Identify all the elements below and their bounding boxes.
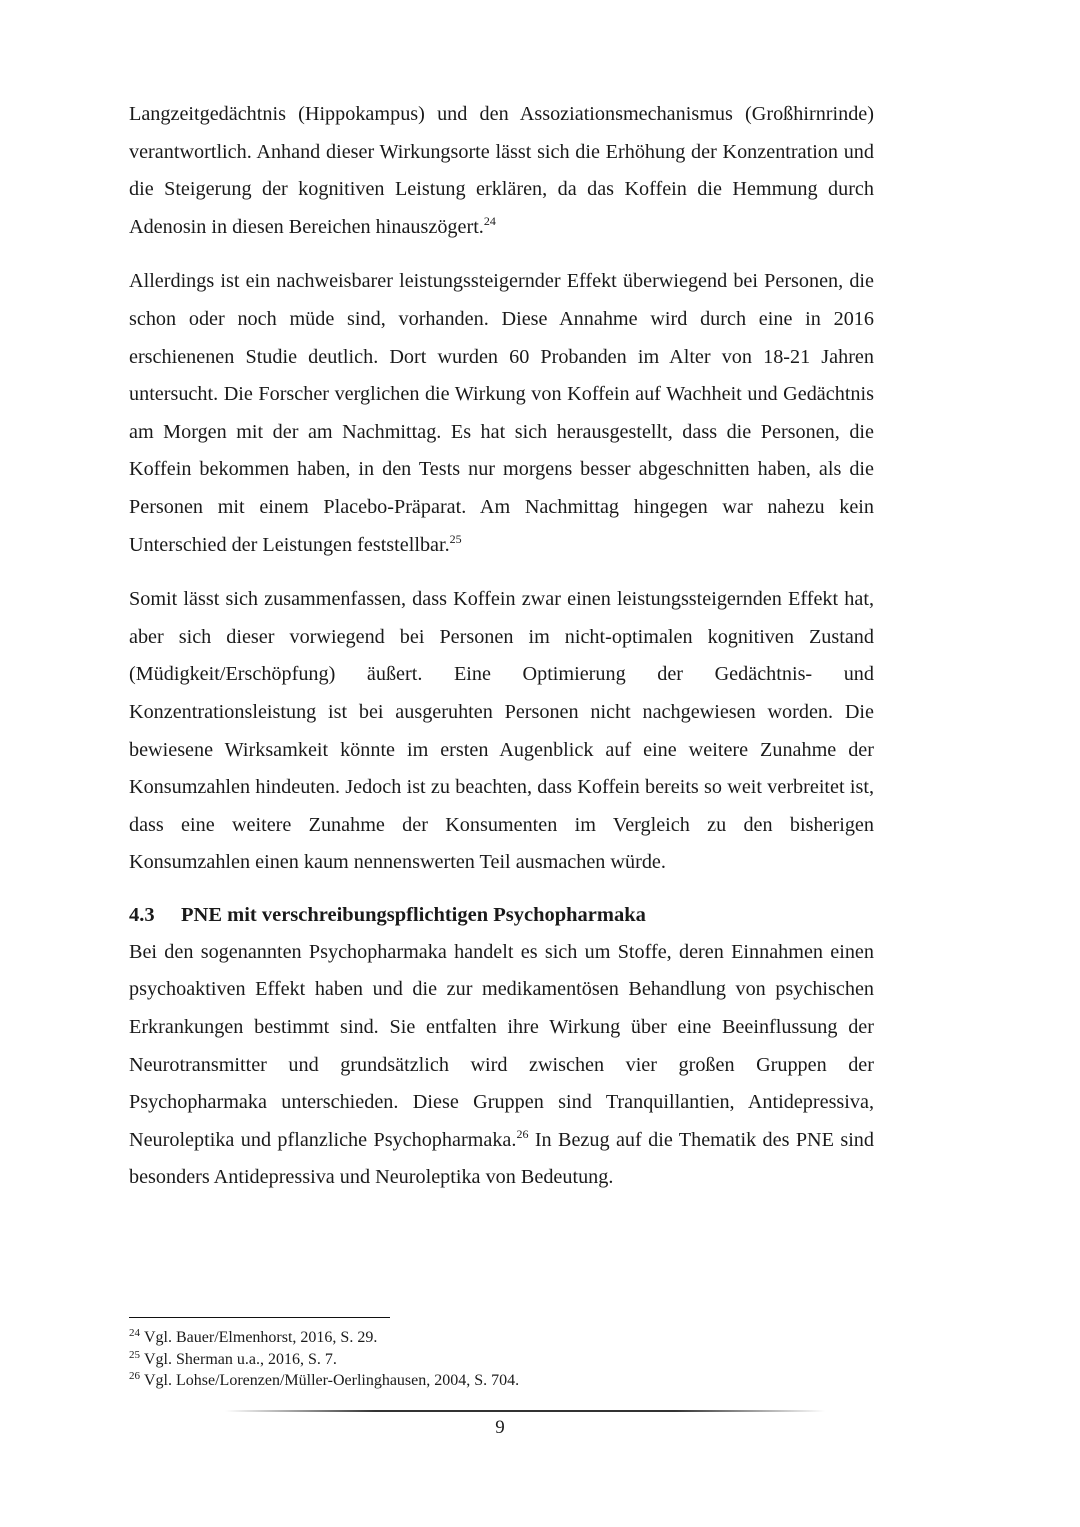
section-title: PNE mit verschreibungspflichtigen Psychopharmaka bbox=[181, 903, 646, 926]
page-body bbox=[129, 96, 874, 1197]
footnote-ref-26[interactable]: 26 bbox=[516, 1126, 529, 1141]
footnote-26: $^{26}$ Vgl. Lohse/Lorenzen/Müller-Oerlinghausen, 2004, S. 704. bbox=[129, 1370, 520, 1389]
paragraph-summary: Somit lässt sich zusammenfassen, dass Koffein zwar einen leistungssteigernden Effekt hat, aber sich dieser vorwiegend bei Personen im nicht-optimalen kognitiven Zustand (Müdigkeit/Erschöpfung) äußert. Eine Optimierung der Gedächtnis- und Konzentrationsleistung ist bei ausgeruhten Personen nicht nachgewiesen worden. Die bewiesene Wirksamkeit könnte im ersten Augenblick auf eine weitere Zunahme der Konsumzahlen hindeuten. Jedoch ist zu beachten, dass Koffein bereits so weit verbreitet ist, dass eine weitere Zunahme der Konsumenten im Vergleich zu den bisherigen Konsumzahlen einen kaum nennenswerten Teil ausmachen würde. bbox=[129, 588, 874, 874]
footnote-ref-24[interactable]: 24 bbox=[483, 213, 496, 228]
footnote-25: $^{25}$ Vgl. Sherman u.a., 2016, S. 7. bbox=[129, 1348, 337, 1368]
page-number: 9 bbox=[495, 1417, 505, 1438]
section-heading bbox=[129, 897, 874, 934]
footnotes bbox=[129, 1327, 874, 1392]
paragraph-psychopharmaka: Bei den sogenannten Psychopharmaka handelt es sich um Stoffe, deren Einnahmen einen psychoaktiven Effekt haben und die zur medikamentösen Behandlung von psychischen Erkrankungen bestimmt sind. Sie entfalten ihre Wirkung über eine Beeinflussung der Neurotransmitter und grundsätzlich wird zwischen vier großen Gruppen der Psychopharmaka unterschieden. Diese Gruppen sind Tranquillantien, Antidepressiva, Neuroleptika und pflanzliche Psychopharmaka.$^{26}$ In Bezug auf die Thematik des PNE sind besonders Antidepressiva und Neuroleptika von Bedeutung. bbox=[129, 940, 874, 1189]
footnote-separator bbox=[129, 1317, 390, 1318]
paragraph-caffeine-effect: Langzeitgedächtnis (Hippokampus) und den Assoziationsmechanismus (Großhirnrinde) verantwortlich. Anhand dieser Wirkungsorte lässt sich die Erhöhung der Konzentration und die Steigerung der kognitiven Leistung erklären, da das Koffein die Hemmung durch Adenosin in diesen Bereichen hinauszögert.$^{24}$ bbox=[129, 103, 874, 238]
paragraph-study: Allerdings ist ein nachweisbarer leistungssteigernder Effekt überwiegend bei Personen, die schon oder noch müde sind, vorhanden. Diese Annahme wird durch eine in 2016 erschienenen Studie deutlich. Dort wurden 60 Probanden im Alter von 18-21 Jahren untersucht. Die Forscher verglichen die Wirkung von Koffein auf Wachheit und Gedächtnis am Morgen mit der am Nachmittag. Es hat sich herausgestellt, dass die Personen, die Koffein bekommen haben, in den Tests nur morgens besser abgeschnitten haben, als die Personen mit einem Placebo-Präparat. Am Nachmittag hingegen war nahezu kein Unterschied der Leistungen feststellbar.$^{25}$ bbox=[129, 270, 874, 556]
footnote-24: $^{24}$ Vgl. Bauer/Elmenhorst, 2016, S. 29. bbox=[129, 1327, 378, 1346]
page-bottom-rule bbox=[225, 1410, 825, 1412]
footnote-ref-25[interactable]: 25 bbox=[449, 531, 462, 546]
section-number: 4.3 bbox=[129, 903, 155, 926]
